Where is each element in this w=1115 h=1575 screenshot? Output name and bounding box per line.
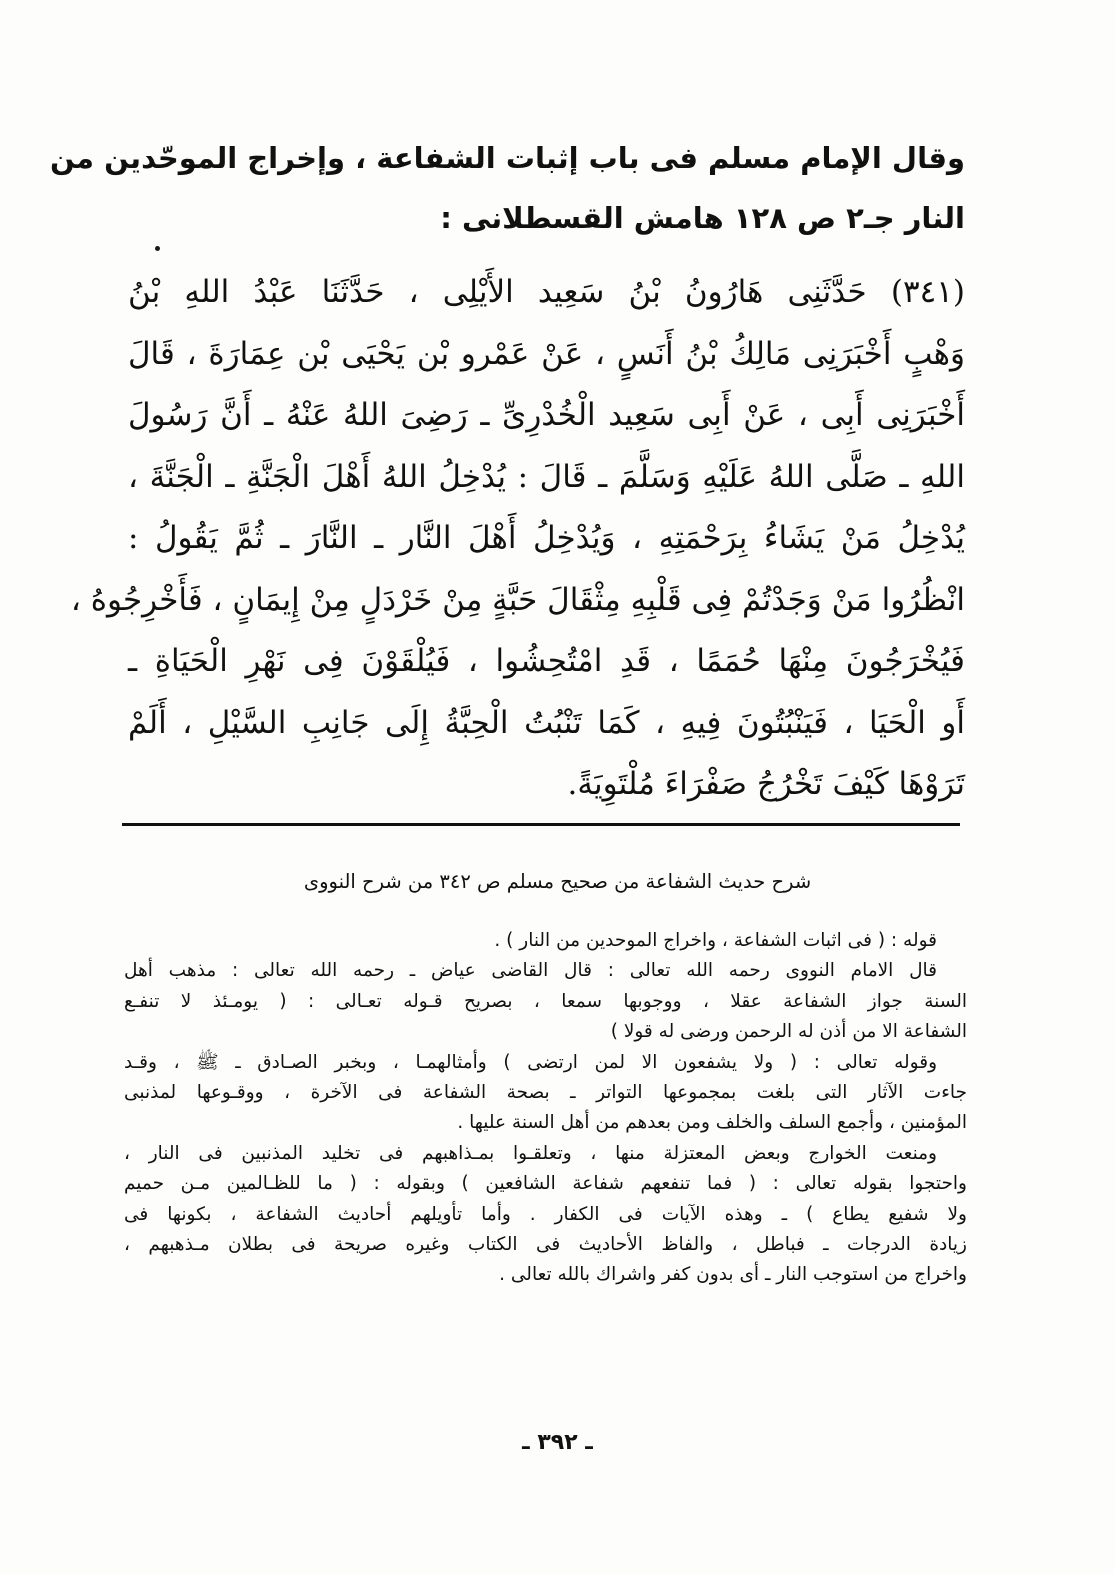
hadith-line: فَيُخْرَجُونَ مِنْهَا حُمَمًا ، قَدِ امْتُحِشُوا ، فَيُلْقَوْنَ فِى نَهْرِ الْحَيَاةِ ـ (128, 643, 965, 679)
commentary-line: وقوله تعالى : ( ولا يشفعون الا لمن ارتضى ) وأمثالهمـا ، وبخبر الصـادق ـ ﷺ ، وقـد (124, 1051, 937, 1073)
commentary-line: قوله : ( فى اثبات الشفاعة ، واخراج الموحدين من النار ) . (494, 930, 937, 951)
intro-paragraph (49, 128, 965, 248)
hadith-line: اللهِ ـ صَلَّى اللهُ عَلَيْهِ وَسَلَّمَ ـ قَالَ : يُدْخِلُ اللهُ أَهْلَ الْجَنَّةِ ـ الْجَنَّةَ ، (128, 458, 965, 495)
commentary-line: الشفاعة الا من أذن له الرحمن ورضى له قولا ) (610, 1021, 967, 1043)
commentary-line: ولا شفيع يطاع ) ـ وهذه الآيات فى الكفار . وأما تأويلهم أحاديث الشفاعة ، بكونها فى (124, 1203, 967, 1225)
hadith-line: تَرَوْهَا كَيْفَ تَخْرُجُ صَفْرَاءَ مُلْتَوِيَةً. (567, 766, 965, 802)
commentary-line: واحتجوا بقوله تعالى : ( فما تنفعهم شفاعة الشافعين ) وبقوله : ( ما للظـالمين مـن حميم (124, 1173, 967, 1195)
commentary-line: ومنعت الخوارج وبعض المعتزلة منها ، وتعلقـوا بمـذاهبهم فى تخليد المذنبين فى النار ، (124, 1142, 937, 1164)
hadith-line: أَو الْحَيَا ، فَيَنْبُتُونَ فِيهِ ، كَمَا تَنْبُتُ الْحِبَّةُ إِلَى جَانِبِ السَّيْلِ ، أَلَمْ (128, 704, 965, 741)
page-number: ـ ٣٩٢ ـ (522, 1430, 593, 1455)
hadith-line: (٣٤١) حَدَّثَنِى هَارُونُ بْنُ سَعِيد الأَيْلِى ، حَدَّثَنَا عَبْدُ اللهِ بْنُ (128, 274, 965, 310)
commentary-line: واخراج من استوجب النار ـ أى بدون كفر واشراك بالله تعالى . (499, 1264, 967, 1286)
intro-line: النار جـ٢ ص ١٢٨ هامش القسطلانى : (440, 201, 965, 235)
commentary-line: السنة جواز الشفاعة عقلا ، ووجوبها سمعا ، بصريح قـوله تعـالى : ( يومـئذ لا تنفـع (124, 990, 967, 1012)
commentary-line: زيادة الدرجات ـ فباطل ، والفاظ الأحاديث فى الكتاب وغيره صريحة فى بطلان مـذهبهم ، (124, 1234, 967, 1256)
intro-line: وقال الإمام مسلم فى باب إثبات الشفاعة ، وإخراج الموحّدين من (49, 141, 965, 175)
commentary-line: قال الامام النووى رحمه الله تعالى : قال القاضى عياض ـ رحمه الله تعالى : مذهب أهل (124, 960, 937, 982)
scan-speck (155, 246, 160, 251)
commentary-text (124, 926, 967, 1291)
hadith-line: انْظُرُوا مَنْ وَجَدْتُمْ فِى قَلْبِهِ مِثْقَالَ حَبَّةٍ مِنْ خَرْدَلٍ مِنْ إِيمَانٍ ، فَأَخْرِجُوهُ ، (70, 581, 965, 618)
commentary-line: المؤمنين ، وأجمع السلف والخلف ومن بعدهم من أهل السنة عليها . (457, 1112, 967, 1134)
hadith-line: يُدْخِلُ مَنْ يَشَاءُ بِرَحْمَتِهِ ، وَيُدْخِلُ أَهْلَ النَّار ـ النَّارَ ـ ثُمَّ يَقُولُ : (128, 520, 965, 556)
hadith-line: وَهْبٍ أَخْبَرَنِى مَالِكُ بْنُ أَنَسٍ ، عَنْ عَمْرو بْن يَحْيَى بْن عِمَارَةَ ، قَالَ (128, 335, 965, 372)
section-divider (122, 823, 960, 826)
hadith-line: أَخْبَرَنِى أَبِى ، عَنْ أَبِى سَعِيد الْخُدْرِىِّ ـ رَضِىَ اللهُ عَنْهُ ـ أَنَّ رَسُولَ (128, 397, 965, 433)
commentary-line: جاءت الآثار التى بلغت بمجموعها التواتر ـ بصحة الشفاعة فى الآخرة ، ووقـوعها لمذنبى (124, 1082, 967, 1104)
commentary-title: شرح حديث الشفاعة من صحيح مسلم ص ٣٤٢ من شرح النووى (303, 870, 812, 893)
hadith-text (70, 262, 965, 816)
